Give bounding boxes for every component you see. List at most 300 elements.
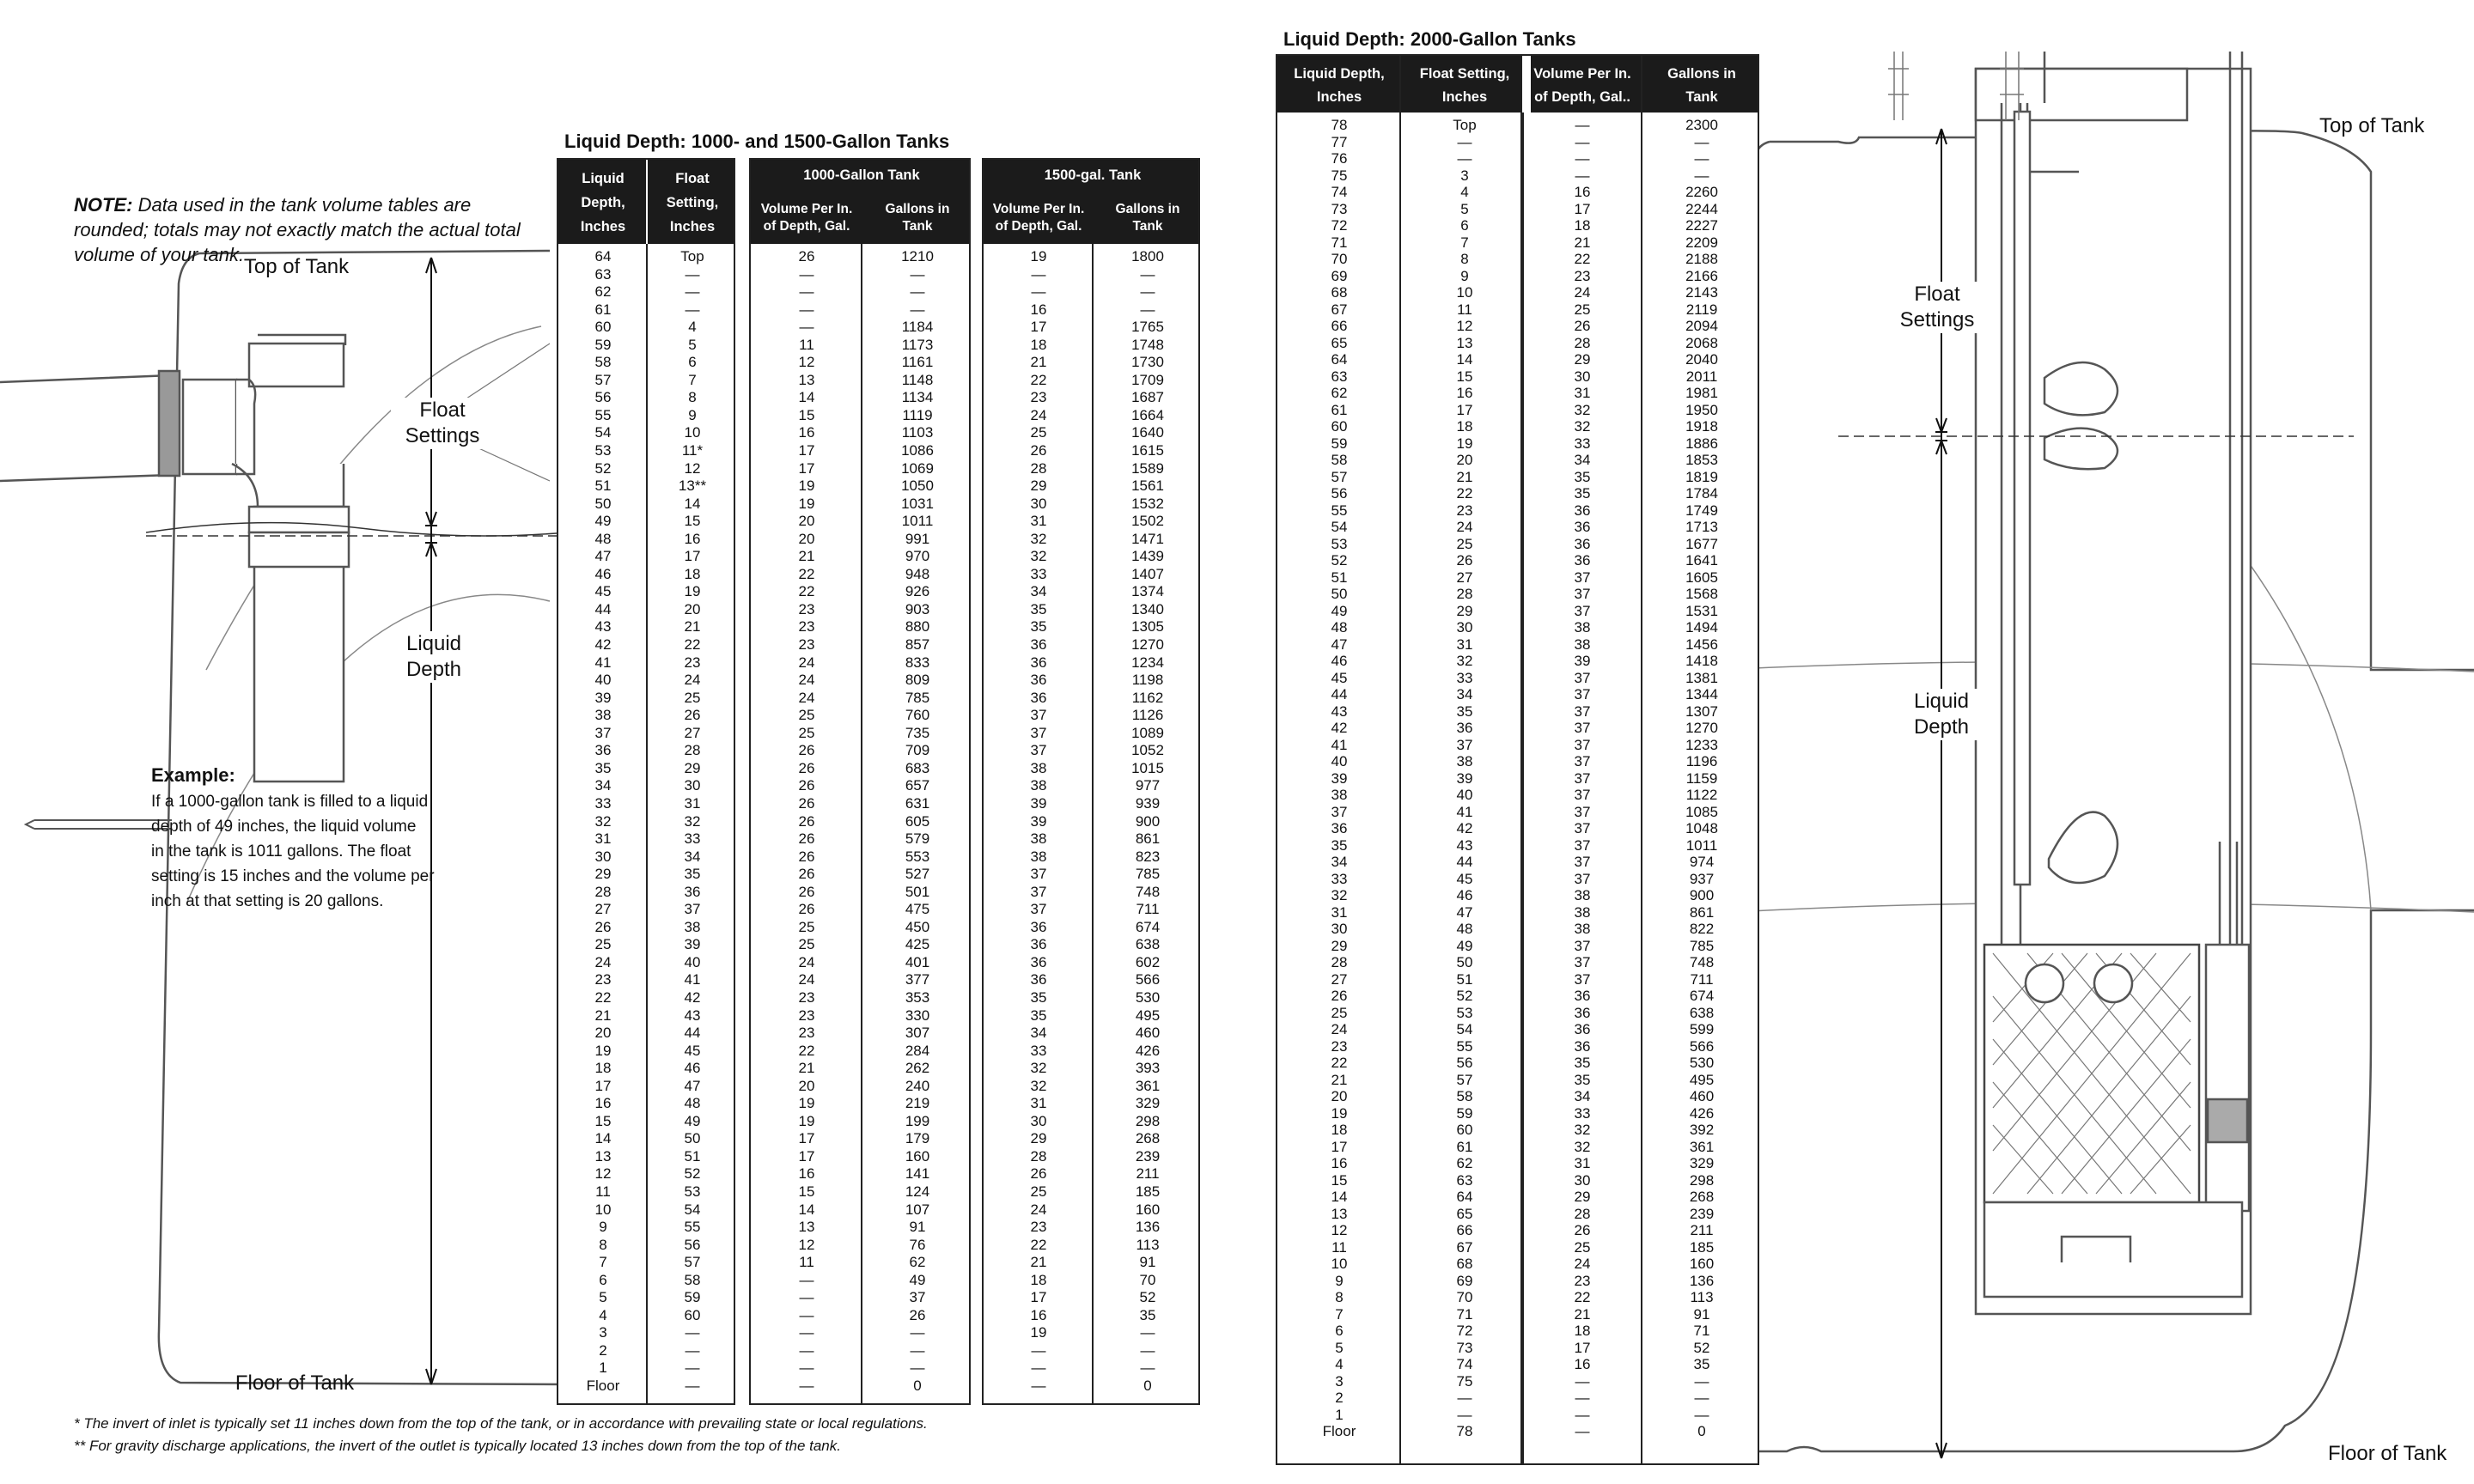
- table-cell: 16: [1030, 301, 1047, 318]
- table-cell: 36: [1574, 502, 1591, 519]
- table-cell: 37: [1574, 769, 1591, 787]
- table-cell: 45: [1456, 870, 1473, 887]
- table-cell: 32: [1030, 548, 1047, 565]
- table-cell: 38: [1574, 636, 1591, 653]
- table-cell: 91: [1139, 1254, 1156, 1271]
- table-cell: 5: [1335, 1339, 1344, 1356]
- table-cell: 70: [1139, 1271, 1156, 1288]
- table-cell: 35: [684, 866, 701, 883]
- table-cell: 61: [1331, 401, 1348, 418]
- table-cell: 16: [798, 1165, 815, 1183]
- table-cell: —: [685, 265, 700, 283]
- table-cell: 711: [1690, 970, 1714, 988]
- table-cell: Top: [680, 248, 704, 265]
- table-cell: 36: [1456, 720, 1473, 736]
- table-cell: 1184: [901, 319, 934, 336]
- table-cell: 136: [1135, 1219, 1161, 1236]
- table-cell: 2040: [1685, 351, 1718, 368]
- table-cell: 495: [1135, 1007, 1161, 1024]
- table-cell: 72: [1456, 1323, 1473, 1339]
- table-cell: —: [685, 283, 700, 301]
- table-cell: 13: [798, 1219, 815, 1236]
- table-cell: 29: [1456, 602, 1473, 619]
- table-cell: 30: [684, 777, 701, 794]
- table-cell: 6: [688, 354, 697, 371]
- table-cell: 605: [905, 812, 930, 830]
- table-cell: 63: [594, 265, 612, 283]
- table-cell: 6: [599, 1271, 607, 1288]
- table-cell: 39: [1030, 794, 1047, 812]
- table2-header-depth-l1: Liquid Depth,: [1294, 66, 1385, 82]
- table-cell: 30: [1574, 368, 1591, 385]
- table-cell: 1134: [901, 389, 934, 406]
- table-cell: 51: [1331, 569, 1348, 586]
- table-cell: 160: [1689, 1256, 1715, 1272]
- table-cell: 1664: [1131, 406, 1164, 423]
- table-cell: 1615: [1131, 442, 1164, 459]
- table-cell: 26: [684, 707, 701, 724]
- table-cell: 75: [1456, 1372, 1473, 1390]
- table-cell: 25: [1030, 1183, 1047, 1200]
- table-cell: 73: [1456, 1339, 1473, 1356]
- table-cell: Top: [1453, 117, 1477, 133]
- table-cell: 63: [1456, 1171, 1473, 1189]
- table-cell: —: [1140, 301, 1155, 318]
- table-cell: 74: [1331, 184, 1348, 200]
- table-cell: 39: [684, 936, 701, 953]
- table-cell: 392: [1689, 1122, 1715, 1138]
- table-cell: 33: [1030, 565, 1047, 582]
- table-cell: 1: [1335, 1406, 1344, 1423]
- table-cell: 51: [594, 477, 612, 495]
- table-cell: —: [799, 1359, 814, 1377]
- table-cell: 37: [1030, 724, 1047, 741]
- table-cell: 1502: [1131, 513, 1164, 530]
- table2-depth-float-block: [1276, 54, 1526, 1465]
- table-cell: 29: [1331, 937, 1348, 954]
- table-cell: 13: [798, 371, 815, 388]
- table-cell: 2227: [1685, 217, 1718, 234]
- table-cell: 31: [594, 830, 612, 848]
- table-cell: 32: [1331, 887, 1348, 903]
- table-cell: 11: [1457, 301, 1472, 318]
- table-cell: 52: [684, 1165, 701, 1183]
- table-cell: 41: [1331, 736, 1348, 753]
- table-cell: 65: [1331, 334, 1348, 351]
- table-cell: 8: [688, 389, 697, 406]
- table-cell: 35: [1693, 1356, 1710, 1372]
- table-cell: 33: [1456, 669, 1473, 686]
- table-cell: 65: [1456, 1205, 1473, 1222]
- right-float-settings-line2: Settings: [1899, 308, 1975, 331]
- table-cell: 26: [1574, 1222, 1591, 1238]
- table-cell: 24: [798, 689, 815, 706]
- table1-header-1500-gal-l1: Gallons in: [1115, 202, 1180, 216]
- table-cell: 52: [1693, 1339, 1710, 1356]
- table-cell: 32: [1030, 530, 1047, 547]
- table-cell: —: [1694, 1390, 1709, 1406]
- table-cell: 34: [1574, 452, 1591, 468]
- table-cell: 28: [1030, 459, 1047, 477]
- table-cell: 937: [1689, 870, 1715, 887]
- table-cell: 1532: [1131, 495, 1164, 512]
- table-cell: 1641: [1685, 552, 1718, 569]
- table-cell: 1709: [1131, 371, 1164, 388]
- table-cell: 1381: [1685, 669, 1718, 686]
- table-cell: 60: [1456, 1122, 1473, 1138]
- table-cell: 37: [1574, 720, 1591, 736]
- table-cell: 426: [1689, 1104, 1715, 1122]
- table-cell: —: [685, 1359, 700, 1377]
- table-cell: 1640: [1131, 424, 1164, 441]
- table-cell: 23: [798, 1025, 815, 1042]
- table-cell: 32: [684, 812, 701, 830]
- table-cell: 51: [1456, 970, 1473, 988]
- table-cell: 1198: [1131, 672, 1164, 689]
- table-cell: 638: [1135, 936, 1161, 953]
- table-cell: 602: [1135, 953, 1161, 970]
- table-cell: 26: [798, 759, 815, 776]
- table-cell: 26: [798, 901, 815, 918]
- table-cell: 55: [1456, 1037, 1473, 1055]
- table-cell: 939: [1135, 794, 1161, 812]
- table-cell: —: [910, 265, 925, 283]
- table-cell: 28: [594, 883, 612, 900]
- table-cell: 32: [1030, 1060, 1047, 1077]
- table-cell: 1307: [1685, 702, 1718, 720]
- table-cell: 26: [798, 866, 815, 883]
- table-cell: —: [1031, 1359, 1046, 1377]
- table-cell: 361: [1689, 1138, 1715, 1155]
- table-cell: 353: [905, 988, 930, 1006]
- note-body: Data used in the tank volume tables are rounded; totals may not exactly match the actual total volume of your tank.: [74, 194, 521, 265]
- table-cell: 36: [1574, 1004, 1591, 1021]
- table-cell: 4: [1335, 1356, 1344, 1372]
- table-cell: 37: [1574, 970, 1591, 988]
- table-cell: 160: [905, 1147, 930, 1165]
- table-cell: 26: [1331, 988, 1348, 1004]
- table-cell: 31: [1574, 1155, 1591, 1171]
- table-cell: 41: [594, 654, 612, 671]
- table-cell: —: [1575, 150, 1590, 167]
- table-cell: 1407: [1131, 565, 1164, 582]
- table-cell: 25: [1331, 1004, 1348, 1021]
- table-cell: 19: [1331, 1104, 1348, 1122]
- table-cell: 185: [1689, 1238, 1715, 1256]
- table-cell: 34: [1331, 854, 1348, 870]
- right-liquid-depth-line2: Depth: [1913, 715, 1970, 739]
- table-cell: 37: [1574, 803, 1591, 820]
- table-cell: 1589: [1131, 459, 1164, 477]
- table-cell: 1305: [1131, 618, 1164, 636]
- table-cell: 33: [1574, 435, 1591, 452]
- table-cell: 50: [594, 495, 612, 512]
- table-cell: 35: [1574, 485, 1591, 502]
- table1-col-vol1000: [751, 248, 862, 1396]
- table-cell: —: [1140, 1324, 1155, 1341]
- table-cell: 31: [1456, 636, 1473, 653]
- table-cell: 37: [1030, 742, 1047, 759]
- table-cell: 37: [1331, 803, 1348, 820]
- table-cell: 2011: [1685, 368, 1718, 385]
- table-cell: 36: [1030, 672, 1047, 689]
- table2-header-vol-l1: Volume Per In.: [1533, 66, 1631, 82]
- table1-header-1000-gal: [862, 201, 971, 235]
- example-heading: Example:: [151, 764, 235, 786]
- table-cell: 1950: [1685, 401, 1718, 418]
- table-cell: 1011: [1685, 836, 1718, 854]
- table-cell: 37: [1574, 836, 1591, 854]
- table-cell: 12: [798, 354, 815, 371]
- table-cell: 57: [1456, 1071, 1473, 1088]
- table-cell: 62: [1456, 1155, 1473, 1171]
- table-cell: 21: [1331, 1071, 1348, 1088]
- table-cell: 12: [594, 1165, 612, 1183]
- table-cell: 18: [1331, 1122, 1348, 1138]
- table-cell: 57: [594, 371, 612, 388]
- table-cell: 53: [594, 442, 612, 459]
- table-cell: 1233: [1685, 736, 1718, 753]
- table-cell: 36: [1574, 1037, 1591, 1055]
- table-cell: 26: [1030, 1165, 1047, 1183]
- table-cell: 1784: [1685, 485, 1718, 502]
- table-cell: 160: [1135, 1201, 1161, 1218]
- table-cell: —: [1140, 1341, 1155, 1359]
- table-cell: 9: [688, 406, 697, 423]
- table-cell: 2: [599, 1341, 607, 1359]
- table-cell: 41: [684, 971, 701, 988]
- table-cell: 22: [594, 988, 612, 1006]
- table-cell: 37: [594, 724, 612, 741]
- table-cell: 55: [684, 1219, 701, 1236]
- table-cell: 1159: [1685, 769, 1718, 787]
- table-cell: 23: [798, 1007, 815, 1024]
- table-cell: 71: [1456, 1305, 1473, 1323]
- table-cell: 10: [684, 424, 701, 441]
- table-cell: 21: [594, 1007, 612, 1024]
- table-cell: 1234: [1131, 654, 1164, 671]
- table-cell: 1085: [1685, 803, 1718, 820]
- table-cell: 31: [684, 794, 701, 812]
- table-cell: 30: [1030, 1112, 1047, 1129]
- table-cell: 26: [798, 248, 815, 265]
- table-cell: 26: [1574, 318, 1591, 334]
- example-line-4: setting is 15 inches and the volume per: [151, 867, 435, 885]
- table-cell: 2300: [1685, 117, 1718, 133]
- table-cell: 1800: [1131, 248, 1164, 265]
- table-cell: 37: [1574, 669, 1591, 686]
- table-cell: 51: [684, 1147, 701, 1165]
- table-cell: 37: [1030, 883, 1047, 900]
- table-cell: 70: [1331, 251, 1348, 267]
- table-cell: 55: [1331, 502, 1348, 519]
- table-cell: 40: [684, 953, 701, 970]
- table-cell: 23: [798, 636, 815, 654]
- table-cell: 530: [1689, 1055, 1715, 1071]
- table-cell: 34: [1030, 1025, 1047, 1042]
- table-cell: 136: [1689, 1272, 1715, 1289]
- table-cell: 7: [599, 1254, 607, 1271]
- table-cell: 44: [1331, 686, 1348, 702]
- table-cell: 1270: [1685, 720, 1718, 736]
- table-cell: 2: [1335, 1390, 1344, 1406]
- table-cell: 22: [1030, 371, 1047, 388]
- float-1: [2044, 362, 2118, 415]
- table-cell: 5: [1460, 200, 1469, 217]
- table-cell: 21: [684, 618, 701, 636]
- table1-col-float: [648, 248, 735, 1396]
- table-cell: 903: [905, 600, 930, 617]
- table-cell: 268: [1135, 1130, 1161, 1147]
- table-cell: 4: [599, 1306, 607, 1323]
- table1-1500-block: [982, 158, 1200, 1405]
- table-cell: 35: [1574, 468, 1591, 485]
- table-cell: 15: [1331, 1171, 1348, 1189]
- table-cell: 34: [1574, 1088, 1591, 1104]
- table-cell: 39: [1574, 653, 1591, 669]
- table-cell: 38: [1574, 921, 1591, 937]
- table-cell: Floor: [1322, 1423, 1356, 1439]
- left-float-settings-line2: Settings: [405, 424, 480, 447]
- table-cell: 26: [798, 848, 815, 865]
- table-cell: 113: [1136, 1236, 1160, 1253]
- table-cell: 38: [1574, 887, 1591, 903]
- table-cell: 70: [1456, 1289, 1473, 1305]
- table-cell: 262: [905, 1060, 930, 1077]
- table-cell: 1161: [901, 354, 934, 371]
- table-cell: 38: [1574, 619, 1591, 636]
- table-cell: 44: [684, 1025, 701, 1042]
- table-cell: 268: [1689, 1189, 1715, 1205]
- table-cell: 329: [1689, 1155, 1715, 1171]
- table-cell: 37: [1030, 707, 1047, 724]
- table-cell: 22: [798, 1042, 815, 1059]
- table-cell: 52: [1331, 552, 1348, 569]
- table-cell: 1340: [1131, 600, 1164, 617]
- table2-col-float: [1401, 117, 1526, 1440]
- table1-title: Liquid Depth: 1000- and 1500-Gallon Tanks: [564, 131, 950, 152]
- table-cell: —: [1457, 150, 1472, 167]
- table-cell: 20: [594, 1025, 612, 1042]
- table-cell: 13**: [678, 477, 707, 495]
- table-cell: 107: [905, 1201, 930, 1218]
- table-cell: 60: [1331, 418, 1348, 435]
- table-cell: 1210: [901, 248, 934, 265]
- table-cell: 29: [594, 866, 612, 883]
- table-cell: 28: [1331, 954, 1348, 970]
- table-cell: 4: [1460, 184, 1469, 200]
- table-cell: 330: [905, 1007, 930, 1024]
- table-cell: 1050: [901, 477, 934, 495]
- table-cell: 47: [1331, 636, 1348, 653]
- table-cell: 37: [1574, 753, 1591, 769]
- table2-header-depth-l2: Inches: [1316, 89, 1362, 105]
- table-cell: 56: [684, 1236, 701, 1253]
- table-cell: 62: [1331, 385, 1348, 401]
- table-cell: 566: [1135, 971, 1161, 988]
- table-cell: 59: [684, 1289, 701, 1306]
- table-cell: 68: [1456, 1256, 1473, 1272]
- table-cell: 43: [1331, 702, 1348, 720]
- table-cell: 16: [594, 1095, 612, 1112]
- table-cell: 900: [1689, 887, 1715, 903]
- table-cell: —: [1694, 133, 1709, 150]
- table-cell: 35: [1331, 836, 1348, 854]
- table-cell: 1103: [901, 424, 934, 441]
- table-cell: 530: [1135, 988, 1161, 1006]
- table-cell: 91: [909, 1219, 926, 1236]
- table1-header-depth-l1: Liquid: [582, 171, 625, 186]
- table-cell: 23: [798, 618, 815, 636]
- table-cell: 18: [1030, 1271, 1047, 1288]
- table-cell: Floor: [586, 1378, 620, 1394]
- table-cell: 32: [1030, 1077, 1047, 1094]
- table1-header-1000-gal-l2: Tank: [902, 219, 933, 234]
- table1-header-1000-vol-l1: Volume Per In.: [760, 202, 853, 216]
- table-cell: —: [1694, 167, 1709, 184]
- inlet-coupling-lower: [249, 507, 349, 532]
- table-cell: —: [1694, 1406, 1709, 1423]
- table-cell: 25: [1456, 535, 1473, 552]
- table-cell: 42: [594, 636, 612, 654]
- table-cell: 43: [684, 1007, 701, 1024]
- table-cell: 26: [1030, 442, 1047, 459]
- table-cell: 45: [594, 583, 612, 600]
- table-cell: 18: [594, 1060, 612, 1077]
- table-cell: 43: [594, 618, 612, 636]
- table-cell: —: [1140, 1359, 1155, 1377]
- table-cell: 36: [1030, 654, 1047, 671]
- table-cell: 37: [1574, 736, 1591, 753]
- table-cell: 1122: [1685, 787, 1718, 803]
- table-cell: 26: [798, 830, 815, 848]
- table-cell: 36: [1331, 820, 1348, 836]
- table-cell: 36: [1574, 1021, 1591, 1037]
- table-cell: 1162: [1131, 689, 1164, 706]
- table2-header-float-l1: Float Setting,: [1419, 66, 1510, 82]
- table-cell: 239: [1135, 1147, 1161, 1165]
- table-cell: 23: [1574, 267, 1591, 284]
- table-cell: 21: [1030, 1254, 1047, 1271]
- table-cell: 26: [798, 742, 815, 759]
- table-cell: 18: [1574, 1323, 1591, 1339]
- table-cell: 54: [684, 1201, 701, 1218]
- table-cell: 861: [1135, 830, 1161, 848]
- table-cell: 71: [1331, 234, 1348, 251]
- table-cell: —: [1031, 265, 1046, 283]
- table-cell: 5: [599, 1289, 607, 1306]
- table1-col-vol1500: [984, 248, 1094, 1396]
- table-cell: 18: [1574, 217, 1591, 234]
- table-cell: 20: [684, 600, 701, 617]
- table-cell: 185: [1135, 1183, 1161, 1200]
- table-cell: 76: [1331, 150, 1348, 167]
- table-cell: 18: [684, 565, 701, 582]
- table-cell: 35: [594, 759, 612, 776]
- table-cell: 37: [1574, 954, 1591, 970]
- table-cell: 1765: [1131, 319, 1164, 336]
- table-cell: 17: [1456, 401, 1473, 418]
- table-cell: 36: [1574, 988, 1591, 1004]
- table-cell: 495: [1689, 1071, 1715, 1088]
- table-cell: 15: [1456, 368, 1473, 385]
- table-cell: 36: [1030, 918, 1047, 935]
- table-cell: 29: [1030, 1130, 1047, 1147]
- table-cell: 1011: [901, 513, 934, 530]
- table1-header-float-l3: Inches: [669, 219, 716, 234]
- table-cell: 9: [1460, 267, 1469, 284]
- table-cell: 14: [594, 1130, 612, 1147]
